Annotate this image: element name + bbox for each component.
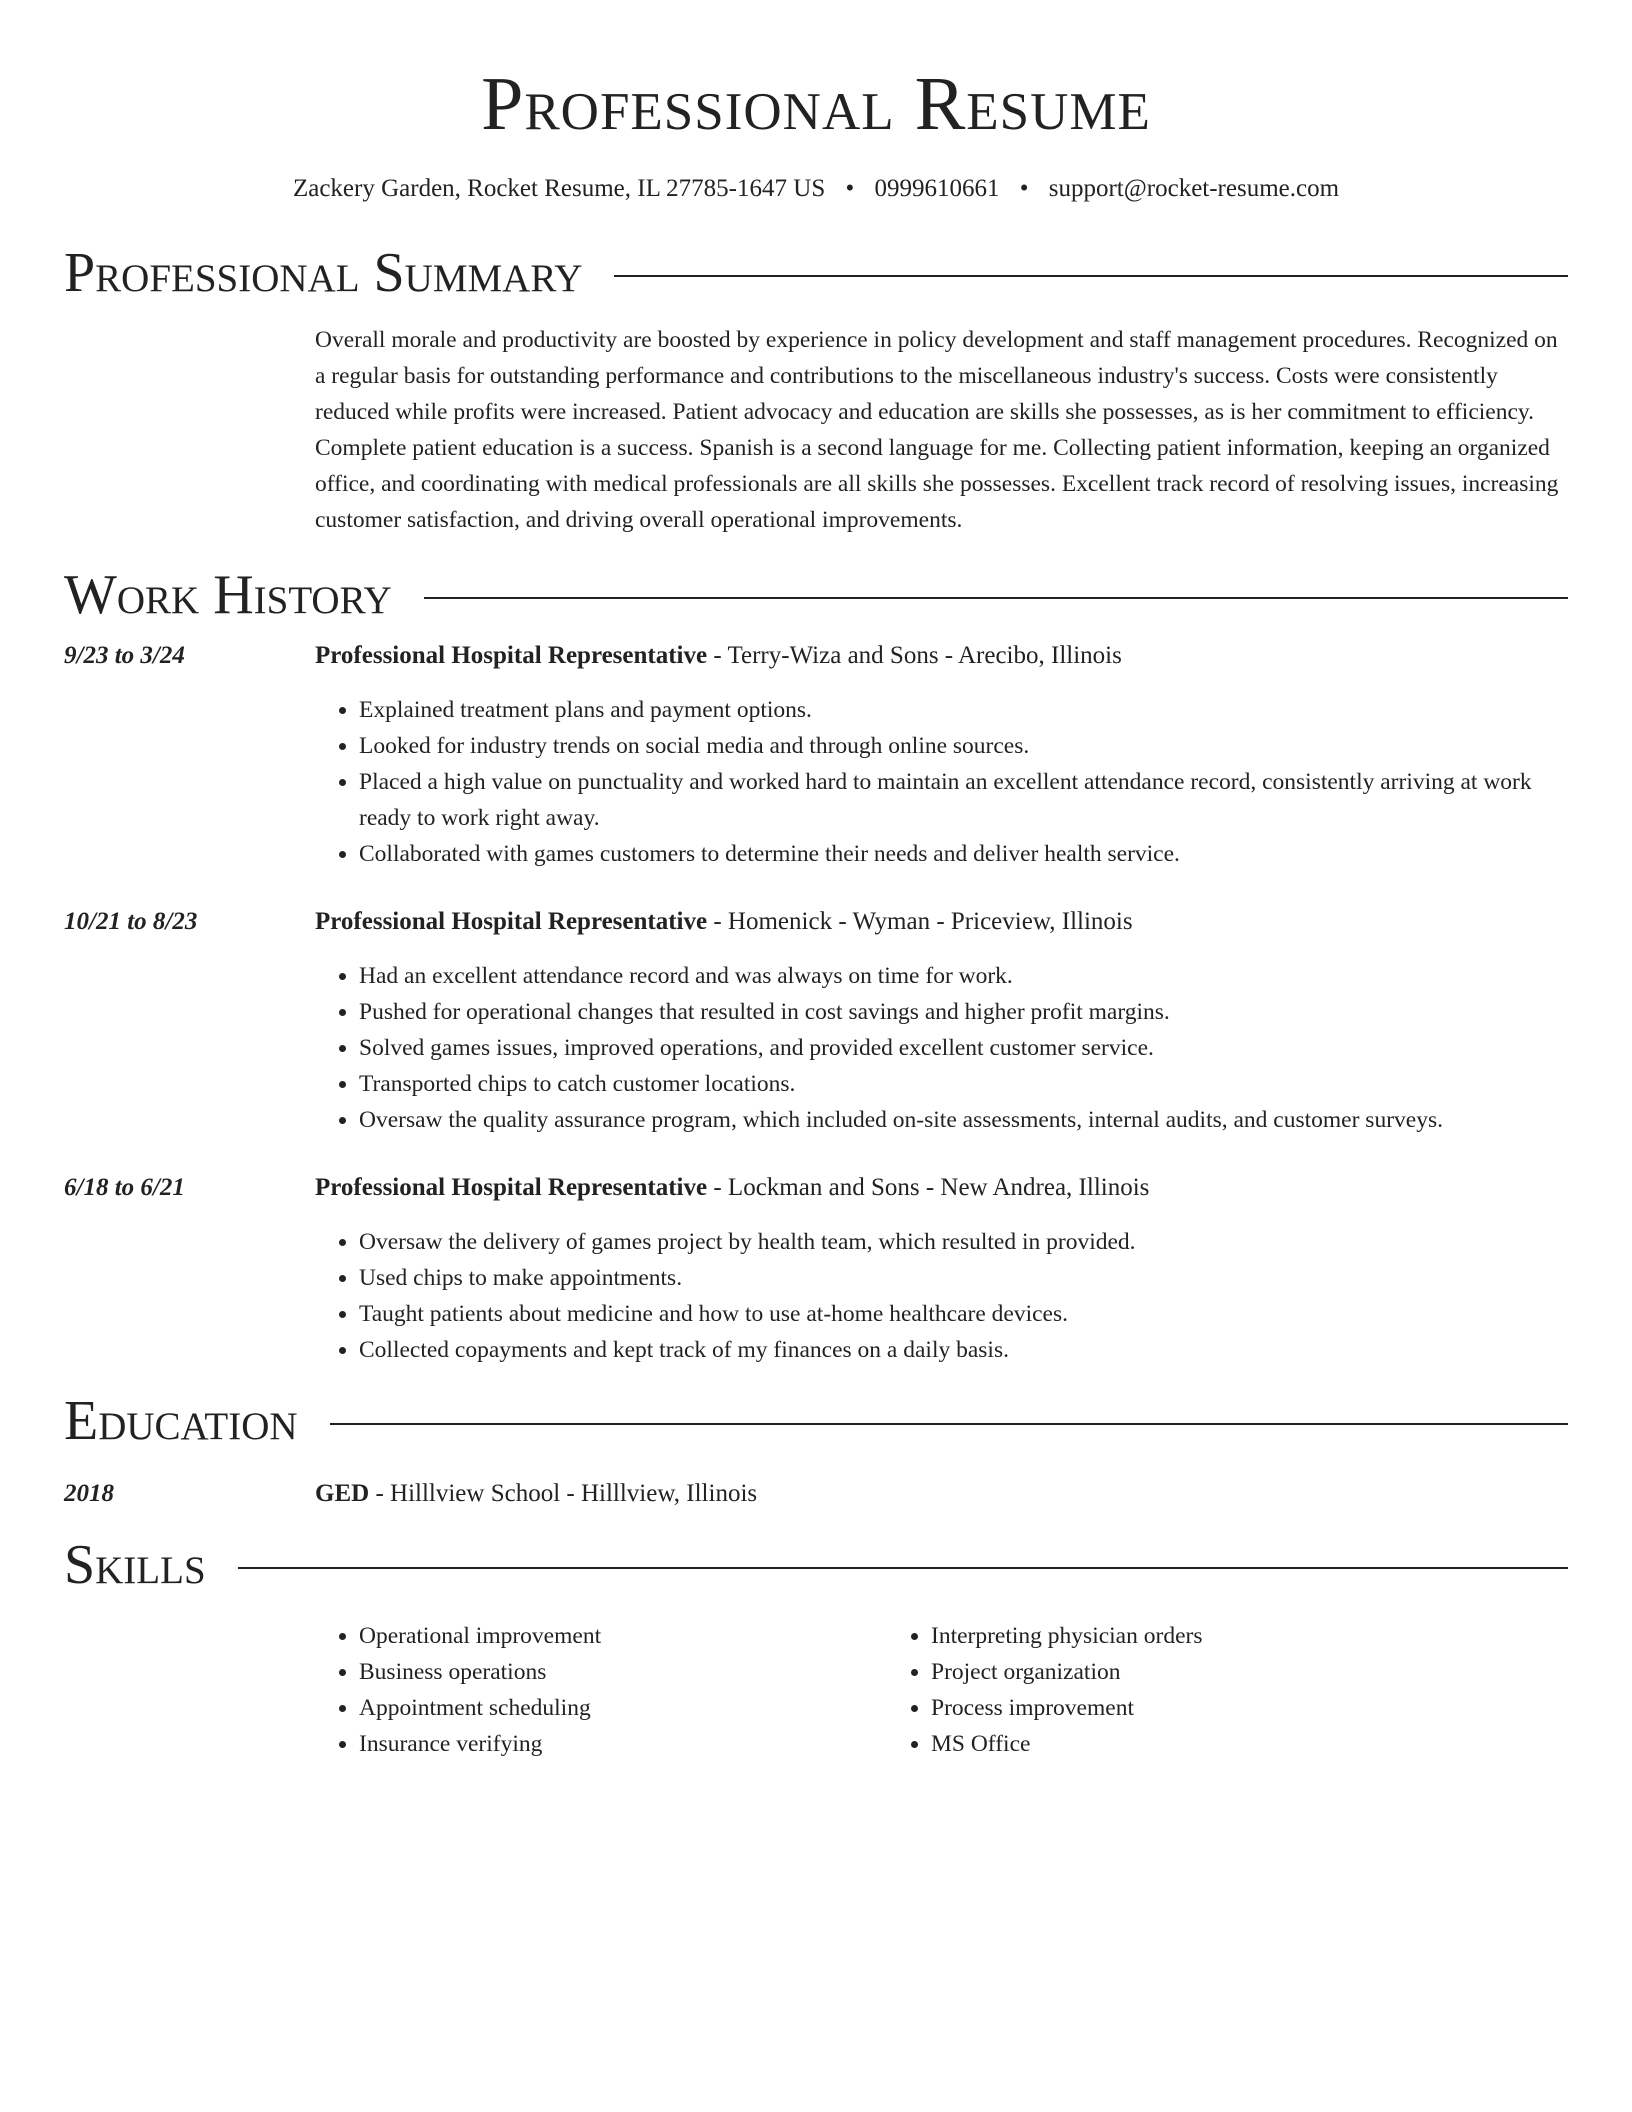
summary-text: Overall morale and productivity are boosted by experience in policy development and staff management procedures. Recognized on a regular basis for outstanding performance and contributions to the miscellaneous industry's success. Costs were consistently reduced while profits were increased. Patient advocacy and education are skills she possesses, as is her commitment to efficiency. Complete patient education is a success. Spanish is a second language for me. Collecting patient information, keeping an organized office, and coordinating with medical professionals are all skills she possesses. Excellent track record of resolving issues, increasing customer satisfaction, and driving overall operational improvements. <box>315 327 1559 533</box>
contact-email: support@rocket-resume.com <box>1048 175 1340 202</box>
job-employer: - Homenick - Wyman - Priceview, Illinois <box>707 908 1133 935</box>
skills-section-header <box>64 1534 1568 1596</box>
job-bullets <box>315 692 1568 872</box>
education-year: 2018 <box>64 1480 114 1507</box>
job-title-line <box>315 638 1568 674</box>
job-bullet: • Transported chips to catch customer locations. <box>359 1066 1568 1102</box>
summary-heading: Professional Summary <box>64 242 583 304</box>
job-bullet: • Oversaw the quality assurance program, which included on-site assessments, internal audits, and customer surveys. <box>359 1102 1568 1138</box>
job-bullet: • Oversaw the delivery of games project by health team, which resulted in provided. <box>359 1224 1568 1260</box>
job-bullet: • Placed a high value on punctuality and worked hard to maintain an excellent attendance record, consistently arriving at work ready to work right away. <box>359 764 1568 836</box>
job-bullets <box>315 1224 1568 1368</box>
job-entry <box>64 638 1568 872</box>
job-bullet: • Taught patients about medicine and how to use at-home healthcare devices. <box>359 1296 1568 1332</box>
job-dates: 9/23 to 3/24 <box>64 642 185 669</box>
job-bullet: • Collected copayments and kept track of my finances on a daily basis. <box>359 1332 1568 1368</box>
section-divider <box>424 597 1568 599</box>
skill-item: • MS Office <box>931 1726 1459 1762</box>
summary-section-header <box>64 242 1568 304</box>
job-body <box>315 638 1568 872</box>
contact-separator: • <box>1019 175 1029 202</box>
education-section-header <box>64 1390 1568 1452</box>
skill-item: • Interpreting physician orders <box>931 1618 1459 1654</box>
skills-list <box>315 1618 1568 1762</box>
job-title: Professional Hospital Representative <box>315 908 708 935</box>
contact-line <box>64 174 1568 204</box>
job-bullet: • Solved games issues, improved operations, and provided excellent customer service. <box>359 1030 1568 1066</box>
work-heading: Work History <box>64 564 392 626</box>
skills-column-right <box>887 1618 1459 1762</box>
job-employer: - Lockman and Sons - New Andrea, Illinois <box>707 1174 1150 1201</box>
job-title: Professional Hospital Representative <box>315 642 708 669</box>
section-divider <box>238 1567 1568 1569</box>
education-entry <box>64 1476 1568 1512</box>
job-title: Professional Hospital Representative <box>315 1174 708 1201</box>
job-bullet: • Looked for industry trends on social media and through online sources. <box>359 728 1568 764</box>
contact-address: Zackery Garden, Rocket Resume, IL 27785-1647 US <box>292 175 826 202</box>
job-bullet: • Used chips to make appointments. <box>359 1260 1568 1296</box>
job-title-line <box>315 1170 1568 1206</box>
contact-phone: 0999610661 <box>874 175 1000 202</box>
job-body <box>315 904 1568 1138</box>
job-bullets <box>315 958 1568 1138</box>
resume-title: Professional Resume <box>481 62 1151 146</box>
contact-separator: • <box>845 175 855 202</box>
skill-item: • Operational improvement <box>359 1618 887 1654</box>
job-entry <box>64 1170 1568 1368</box>
skill-item: • Insurance verifying <box>359 1726 887 1762</box>
skills-column-left <box>315 1618 887 1762</box>
education-degree: GED <box>315 1480 370 1507</box>
skill-item: • Appointment scheduling <box>359 1690 887 1726</box>
education-heading: Education <box>64 1390 298 1452</box>
education-line <box>315 1476 1568 1512</box>
skill-item: • Project organization <box>931 1654 1459 1690</box>
education-body <box>315 1476 1568 1512</box>
job-employer: - Terry-Wiza and Sons - Arecibo, Illinois <box>707 642 1122 669</box>
job-bullet: • Had an excellent attendance record and was always on time for work. <box>359 958 1568 994</box>
job-title-line <box>315 904 1568 940</box>
skill-item: • Business operations <box>359 1654 887 1690</box>
education-school: - Hilllview School - Hilllview, Illinois <box>369 1480 758 1507</box>
job-bullet: • Explained treatment plans and payment options. <box>359 692 1568 728</box>
job-dates: 6/18 to 6/21 <box>64 1174 185 1201</box>
skill-item: • Process improvement <box>931 1690 1459 1726</box>
job-body <box>315 1170 1568 1368</box>
section-divider <box>614 275 1568 277</box>
job-dates: 10/21 to 8/23 <box>64 908 198 935</box>
job-entry <box>64 904 1568 1138</box>
section-divider <box>330 1423 1568 1425</box>
work-section-header <box>64 564 1568 626</box>
job-bullet: • Pushed for operational changes that resulted in cost savings and higher profit margins. <box>359 994 1568 1030</box>
skills-heading: Skills <box>64 1534 206 1596</box>
job-bullet: • Collaborated with games customers to determine their needs and deliver health service. <box>359 836 1568 872</box>
